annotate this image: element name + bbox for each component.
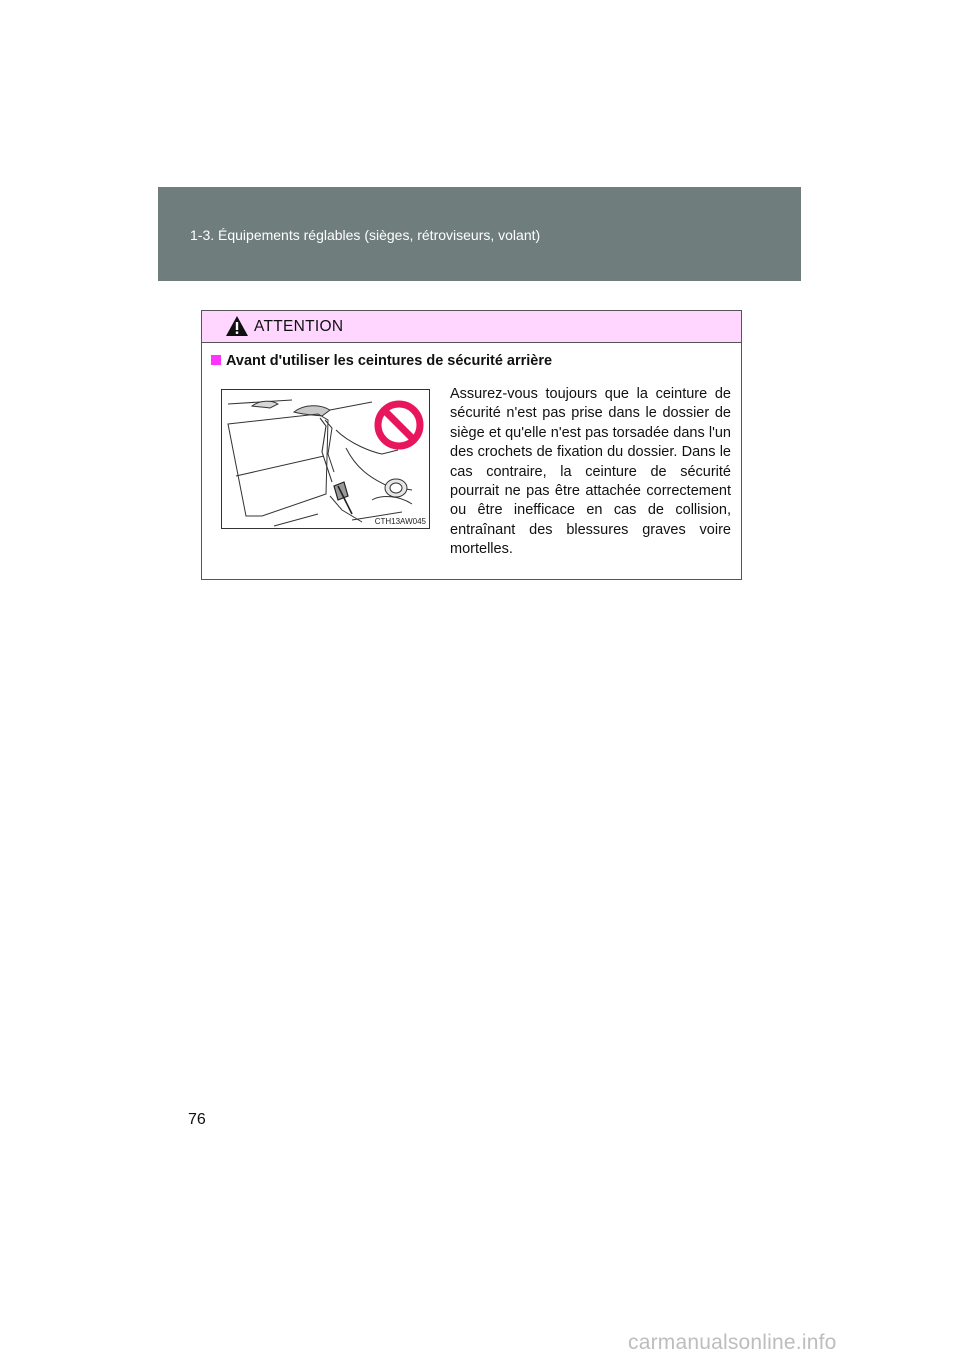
chapter-header-band xyxy=(158,187,801,281)
chapter-section-title: 1-3. Équipements réglables (sièges, rétroviseurs, volant) xyxy=(190,227,541,243)
attention-box xyxy=(201,310,742,580)
illustration-code: CTH13AW045 xyxy=(374,517,426,526)
section-heading-text: Avant d'utiliser les ceintures de sécurité arrière xyxy=(226,353,553,369)
attention-header xyxy=(202,311,741,343)
page-number: 76 xyxy=(188,1111,206,1128)
attention-title: ATTENTION xyxy=(254,318,344,335)
prohibition-icon xyxy=(373,399,425,451)
watermark-text: carmanualsonline.info xyxy=(628,1331,837,1354)
seatbelt-illustration xyxy=(221,389,430,529)
section-heading xyxy=(211,353,552,369)
warning-triangle-icon xyxy=(225,315,249,337)
attention-body-text: Assurez-vous toujours que la ceinture de sécurité n'est pas prise dans le dossier de siège et qu'elle n'est pas torsadée dans l'un des crochets de fixation du dossier. Dans le cas contraire, la ceinture de sécurité pourrait ne pas être attachée correctement ou être inefficace en cas de collision, entraînant des blessures graves voire mortelles. xyxy=(450,386,731,558)
bullet-square-icon xyxy=(211,355,221,365)
